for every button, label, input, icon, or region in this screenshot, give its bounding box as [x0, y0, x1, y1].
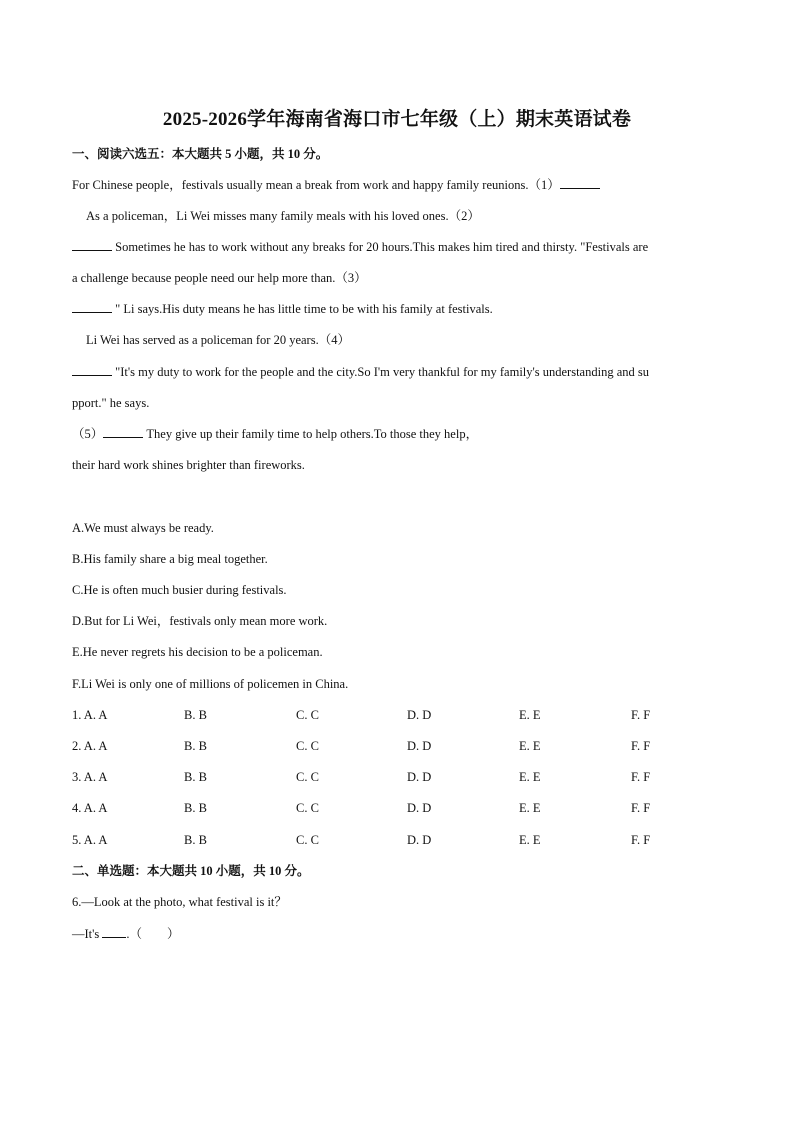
option-b[interactable]: B. B: [184, 770, 207, 784]
answer-text: —It's: [72, 927, 100, 941]
passage-line-3: [72, 239, 648, 255]
option-f[interactable]: F. F: [631, 739, 651, 753]
option-f[interactable]: F. F: [631, 770, 651, 784]
passage-text: They give up their family time to help others.To those they help，: [143, 427, 479, 441]
option-e[interactable]: E. E: [519, 833, 541, 847]
answer-blank-5: [103, 426, 143, 438]
choice-e: E.He never regrets his decision to be a policeman.: [72, 645, 323, 659]
passage-text: "It's my duty to work for the people and the city.So I'm very thankful for my family's understanding and su: [112, 365, 649, 379]
option-c[interactable]: C. C: [296, 739, 319, 753]
choice-c: C.He is often much busier during festivals.: [72, 583, 287, 597]
passage-text: " Li says.His duty means he has little time to be with his family at festivals.: [112, 302, 493, 316]
answer-blank-3: [72, 301, 112, 313]
choice-a: A.We must always be ready.: [72, 521, 214, 535]
option-d[interactable]: D. D: [407, 770, 432, 784]
choice-d: D.But for Li Wei，festivals only mean more work.: [72, 614, 328, 628]
answer-paren: .（ ）: [126, 927, 180, 941]
section-2-heading: 二、单选题：本大题共 10 小题，共 10 分。: [72, 864, 310, 878]
option-a[interactable]: 1. A. A: [72, 708, 108, 722]
passage-line-2: As a policeman，Li Wei misses many family meals with his loved ones.（2）: [86, 209, 480, 223]
option-d[interactable]: D. D: [407, 708, 432, 722]
answer-blank-6: [102, 926, 126, 938]
option-e[interactable]: E. E: [519, 770, 541, 784]
question-row-1: [72, 707, 712, 723]
option-c[interactable]: C. C: [296, 770, 319, 784]
choice-b: B.His family share a big meal together.: [72, 552, 268, 566]
passage-text: Sometimes he has to work without any breaks for 20 hours.This makes him tired and thirsty. "Festivals are: [112, 240, 649, 254]
option-b[interactable]: B. B: [184, 833, 207, 847]
passage-line-8: pport." he says.: [72, 396, 150, 410]
option-c[interactable]: C. C: [296, 708, 319, 722]
option-e[interactable]: E. E: [519, 739, 541, 753]
choice-f: F.Li Wei is only one of millions of policemen in China.: [72, 677, 349, 691]
option-b[interactable]: B. B: [184, 801, 207, 815]
option-d[interactable]: D. D: [407, 739, 432, 753]
passage-line-5: [72, 301, 493, 317]
answer-blank-4: [72, 364, 112, 376]
section-1-heading: 一、阅读六选五：本大题共 5 小题，共 10 分。: [72, 147, 329, 161]
question-row-3: [72, 769, 712, 785]
passage-line-1: [72, 177, 600, 193]
passage-line-4: a challenge because people need our help more than.（3）: [72, 271, 367, 285]
option-e[interactable]: E. E: [519, 801, 541, 815]
option-b[interactable]: B. B: [184, 739, 207, 753]
answer-blank-1: [560, 177, 600, 189]
exam-title: 2025-2026学年海南省海口市七年级（上）期末英语试卷: [162, 109, 632, 130]
question-6-answer-line: [72, 926, 180, 942]
option-e[interactable]: E. E: [519, 708, 541, 722]
option-a[interactable]: 5. A. A: [72, 833, 108, 847]
option-c[interactable]: C. C: [296, 833, 319, 847]
option-f[interactable]: F. F: [631, 801, 651, 815]
question-row-5: [72, 832, 712, 848]
question-6-prompt: 6.—Look at the photo, what festival is it？: [72, 895, 287, 909]
option-a[interactable]: 3. A. A: [72, 770, 108, 784]
passage-line-9: [72, 426, 478, 442]
passage-line-6: Li Wei has served as a policeman for 20 years.（4）: [86, 333, 350, 347]
question-row-2: [72, 738, 712, 754]
option-d[interactable]: D. D: [407, 801, 432, 815]
answer-blank-2: [72, 239, 112, 251]
option-d[interactable]: D. D: [407, 833, 432, 847]
option-f[interactable]: F. F: [631, 708, 651, 722]
option-f[interactable]: F. F: [631, 833, 651, 847]
option-a[interactable]: 2. A. A: [72, 739, 108, 753]
option-b[interactable]: B. B: [184, 708, 207, 722]
option-c[interactable]: C. C: [296, 801, 319, 815]
question-row-4: [72, 800, 712, 816]
passage-line-10: their hard work shines brighter than fireworks.: [72, 458, 305, 472]
question-number-5: （5）: [72, 427, 104, 441]
option-a[interactable]: 4. A. A: [72, 801, 108, 815]
passage-line-7: [72, 364, 649, 380]
passage-text: For Chinese people，festivals usually mean a break from work and happy family reunions.（1）: [72, 178, 560, 192]
